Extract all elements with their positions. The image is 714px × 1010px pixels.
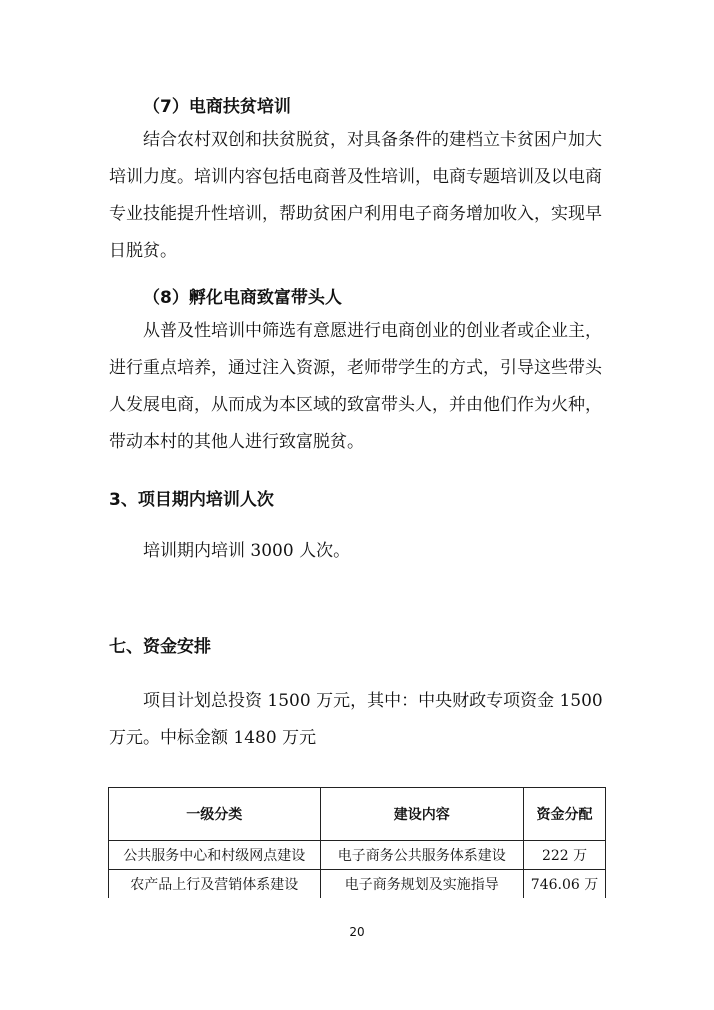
section-7-paragraph: 结合农村双创和扶贫脱贫，对具备条件的建档立卡贫困户加大培训力度。培训内容包括电商普及性培训，电商专题培训及以电商专业技能提升性培训，帮助贫困户利用电子商务增加收入，实现早日脱贫。: [109, 130, 602, 261]
part-3-heading: 3、项目期内培训人次: [109, 490, 274, 510]
table-cell: 电子商务规划及实施指导: [320, 870, 524, 899]
section-7-heading: （7）电商扶贫培训: [143, 97, 291, 117]
table-cell: 电子商务公共服务体系建设: [320, 841, 524, 870]
section-8-heading: （8）孵化电商致富带头人: [143, 288, 342, 308]
section-8-paragraph: 从普及性培训中筛选有意愿进行电商创业的创业者或企业主，进行重点培养，通过注入资源，老师带学生的方式，引导这些带头人发展电商，从而成为本区域的致富带头人，并由他们作为火种，带动本村的其他人进行致富脱贫。: [109, 321, 602, 452]
table-cell: 公共服务中心和村级网点建设: [109, 841, 321, 870]
table-row: [109, 870, 606, 899]
table-cell: 农产品上行及营销体系建设: [109, 870, 321, 899]
table-header-row: [109, 788, 606, 841]
budget-table: [108, 787, 606, 898]
table-header-funding: 资金分配: [524, 788, 606, 841]
chapter-7-paragraph: 项目计划总投资 1500 万元，其中：中央财政专项资金 1500 万元。中标金额 1480 万元: [109, 691, 603, 748]
table-header-category: 一级分类: [109, 788, 321, 841]
chapter-7-heading: 七、资金安排: [109, 637, 211, 657]
part-3-paragraph: 培训期内培训 3000 人次。: [143, 541, 351, 561]
table-row: [109, 841, 606, 870]
table-cell: 222 万: [524, 841, 606, 870]
table-cell: 746.06 万: [524, 870, 606, 899]
page-number: 20: [349, 925, 365, 939]
table-header-content: 建设内容: [320, 788, 524, 841]
